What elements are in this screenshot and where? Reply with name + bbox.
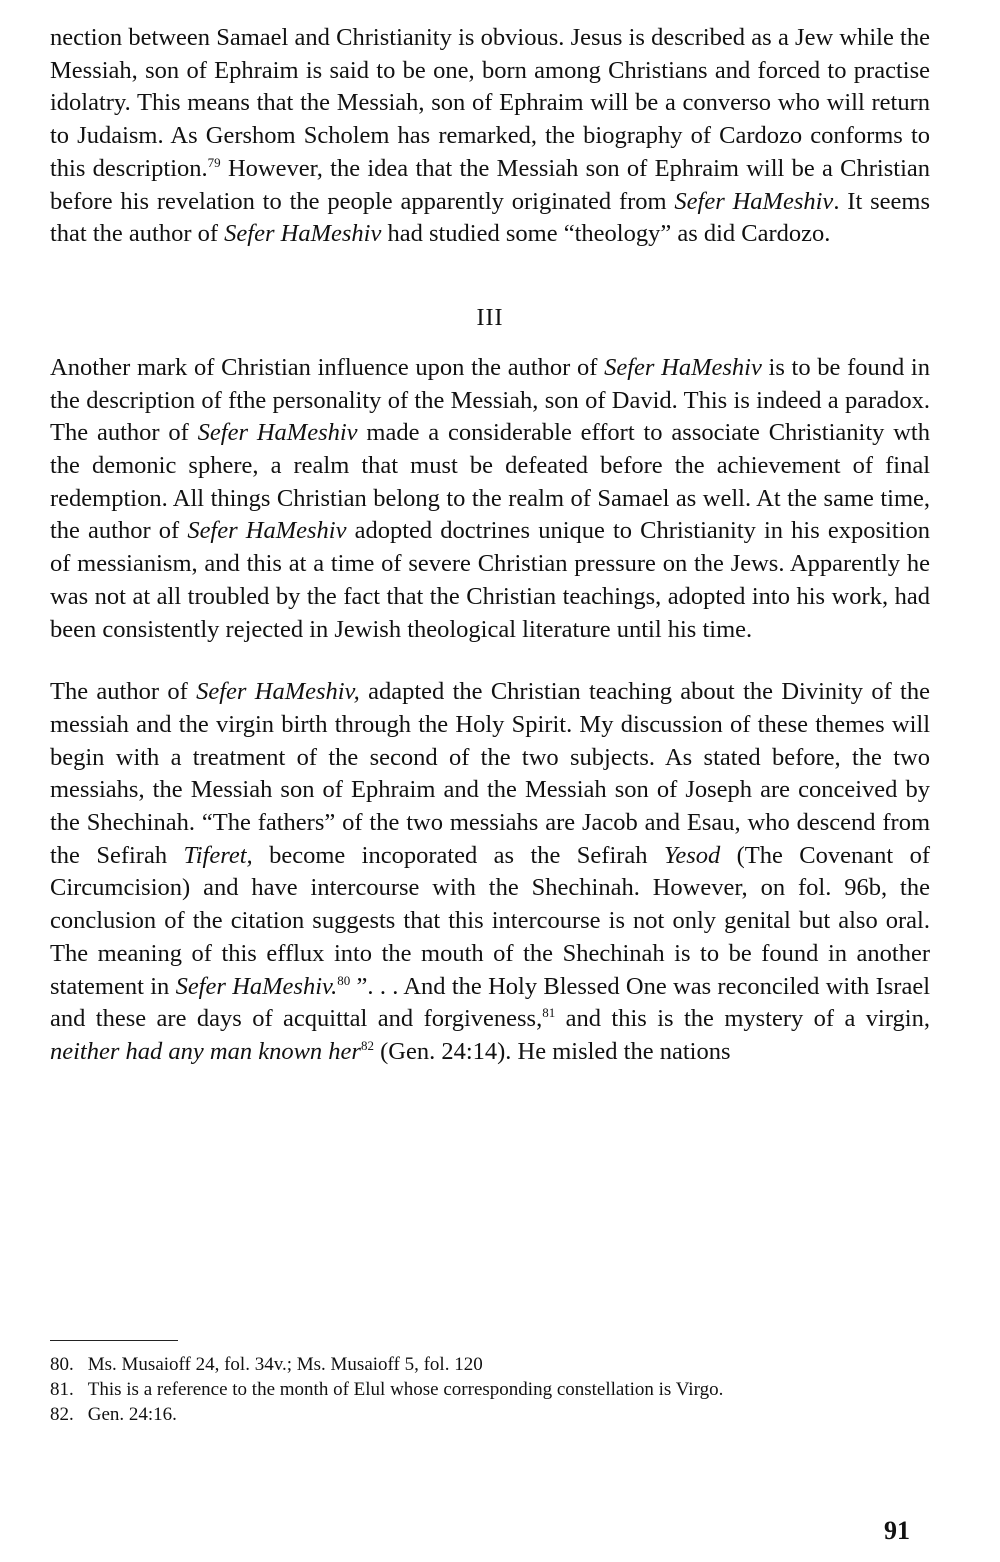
text-run: nection between Samael and Christianity is obvious. Jesus is described as a Jew while the Messiah, son of Ephraim is said to be one, born among Christians and forced to practise idolatry. This means that the Messiah, son of Ephraim will be a converso who will return to Judaism. As Gershom Scholem has remarked, the biography of Cardozo conforms to this description. bbox=[50, 24, 930, 182]
footnote-text: Gen. 24:16. bbox=[87, 1404, 177, 1425]
italic-title: Tiferet, bbox=[183, 841, 253, 869]
page-body bbox=[50, 22, 930, 1069]
paragraph-gap bbox=[50, 646, 930, 676]
footnote-ref: 79 bbox=[207, 154, 221, 170]
section-heading: III bbox=[476, 304, 504, 331]
text-run: . It seems that the author of bbox=[50, 187, 930, 248]
footnote-number: 81. bbox=[50, 1379, 74, 1400]
page-number: 91 bbox=[884, 1516, 910, 1545]
text-run: adapted the Christian teaching about the Divinity of the messiah and the virgin birth through the Holy Spirit. My discussion of these themes will begin with a treatment of the second of the two subjects. As stated before, the two messiahs, the Messiah son of Ephraim and the Messiah son of Joseph are conceived by the Shechinah. “The fathers” of the two messiahs are Jacob and Esau, who descend from the Sefirah bbox=[50, 678, 930, 869]
text-run: (The Covenant of Circumcision) and have intercourse with the Shechinah. However, on fol. 96b, the conclusion of the citation suggests that this intercourse is not only genital but also oral. The meaning of this efflux into the mouth of the Shechinah is to be found in another statement in bbox=[50, 841, 930, 1000]
italic-title: Yesod bbox=[663, 841, 721, 869]
footnote-ref: 80 bbox=[337, 972, 351, 988]
footnote-82 bbox=[50, 1402, 930, 1427]
text-run: Another mark of Christian influence upon the author of bbox=[50, 353, 605, 381]
italic-title: Sefer HaMeshiv. bbox=[175, 972, 338, 1000]
paragraph-3 bbox=[50, 676, 930, 1068]
text-run: However, the idea that the Messiah son of Ephraim will be a Christian before his revelation to the people apparently originated from bbox=[50, 154, 931, 215]
footnotes bbox=[50, 1352, 930, 1427]
text-run: The author of bbox=[50, 678, 197, 706]
italic-title: Sefer HaMeshiv bbox=[187, 517, 347, 545]
footnote-81 bbox=[50, 1377, 930, 1402]
italic-title: Sefer HaMeshiv bbox=[224, 220, 382, 248]
paragraph-1 bbox=[50, 22, 930, 251]
text-run: had studied some “theology” as did Cardozo. bbox=[381, 220, 831, 248]
text-run: ”. . . And the Holy Blessed One was reconciled with Israel and these are days of acquittal and forgiveness, bbox=[50, 972, 931, 1033]
italic-title: Sefer HaMeshiv bbox=[604, 353, 762, 381]
italic-title: neither had any man known her bbox=[50, 1037, 361, 1065]
text-run: made a considerable effort to associate Christianity wth the demonic sphere, a realm that must be defeated before the achievement of final redemption. All things Christian belong to the realm of Samael as well. At the same time, the author of bbox=[50, 419, 930, 545]
text-run: become incoporated as the Sefirah bbox=[252, 841, 664, 869]
footnote-text: Ms. Musaioff 24, fol. 34v.; Ms. Musaioff 5, fol. 120 bbox=[87, 1354, 483, 1375]
italic-title: Sefer HaMeshiv bbox=[674, 187, 834, 215]
text-run: is to be found in the description of fthe personality of the Messiah, son of David. This is indeed a paradox. The author of bbox=[50, 353, 930, 447]
footnote-text: This is a reference to the month of Elul whose corresponding constellation is Virgo. bbox=[87, 1379, 724, 1400]
footnote-ref: 82 bbox=[360, 1037, 374, 1053]
paragraph-2 bbox=[50, 352, 930, 646]
text-run: adopted doctrines unique to Christianity in his exposition of messianism, and this at a time of severe Christian pressure on the Jews. Apparently he was not at all troubled by the fact that the Christian teachings, adopted into his work, had been consistently rejected in Jewish theological literature until his time. bbox=[50, 517, 930, 643]
italic-title: Sefer HaMeshiv, bbox=[196, 678, 360, 706]
footnote-ref: 81 bbox=[542, 1005, 556, 1021]
italic-title: Sefer HaMeshiv bbox=[197, 419, 358, 447]
footnote-number: 82. bbox=[50, 1404, 74, 1425]
text-run: (Gen. 24:14). He misled the nations bbox=[373, 1037, 731, 1065]
footnote-number: 80. bbox=[50, 1354, 74, 1375]
text-run: and this is the mystery of a virgin, bbox=[555, 1005, 930, 1033]
footnote-rule bbox=[50, 1340, 178, 1341]
footnote-80 bbox=[50, 1352, 930, 1377]
